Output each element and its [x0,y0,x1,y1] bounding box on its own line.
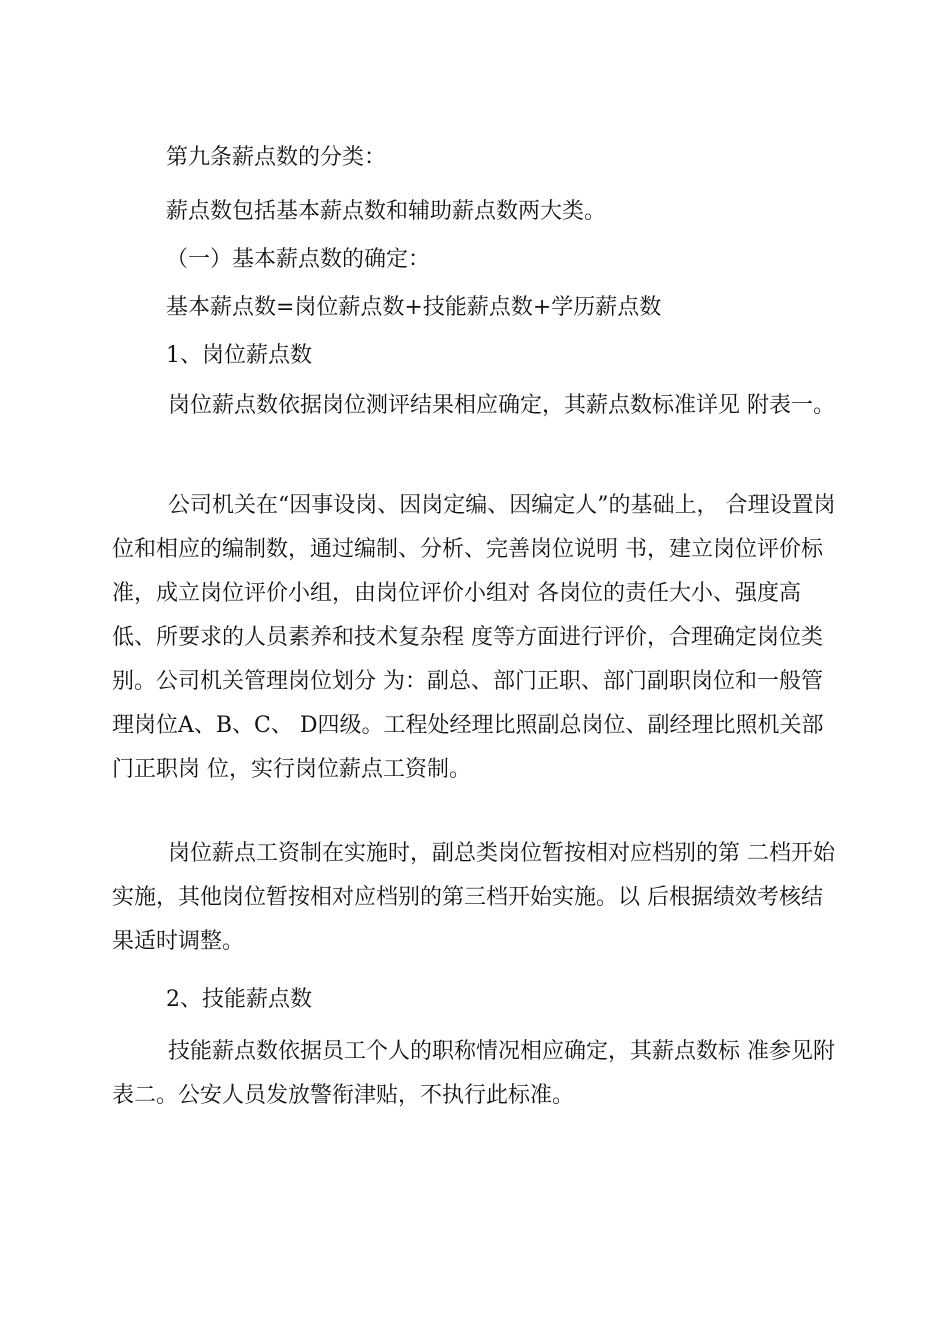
skill-points-heading: 2、技能薪点数 [166,987,312,1012]
post-points-paragraph-1: 岗位薪点数依据岗位测评结果相应确定，其薪点数标准详见 附表一。 [168,393,835,418]
basic-points-formula: 基本薪点数=岗位薪点数+技能薪点数+学历薪点数 [166,295,662,320]
post-points-paragraph-3: 岗位薪点工资制在实施时，副总类岗位暂按相对应档别的第 二档开始实施，其他岗位暂按相对应档别的第三档开始实施。以 后根据绩效考核结果适时调整。 [112,841,835,954]
basic-points-heading: （一）基本薪点数的确定： [166,247,431,272]
article-heading: 第九条薪点数的分类： [166,145,387,170]
post-points-paragraph-2: 公司机关在“因事设岗、因岗定编、因编定人”的基础上， 合理设置岗位和相应的编制数，通过编制、分析、完善岗位说明 书，建立岗位评价标准，成立岗位评价小组，由岗位评价小组对 各岗位的责任大小、强度高低、所要求的人员素养和技术复杂程 度等方面进行评价，合理确定岗位类别。公司机关管理岗位划分 为：副总、部门正职、部门副职岗位和一般管理岗位A、B、C、 D四级。工程处经理比照副总岗位、副经理比照机关部门正职岗 位，实行岗位薪点工资制。 [112,493,836,782]
categories-paragraph: 薪点数包括基本薪点数和辅助薪点数两大类。 [166,199,607,224]
skill-points-paragraph: 技能薪点数依据员工个人的职称情况相应确定，其薪点数标 准参见附表二。公安人员发放警衔津贴，不执行此标准。 [112,1039,835,1108]
post-points-heading: 1、岗位薪点数 [166,343,312,368]
